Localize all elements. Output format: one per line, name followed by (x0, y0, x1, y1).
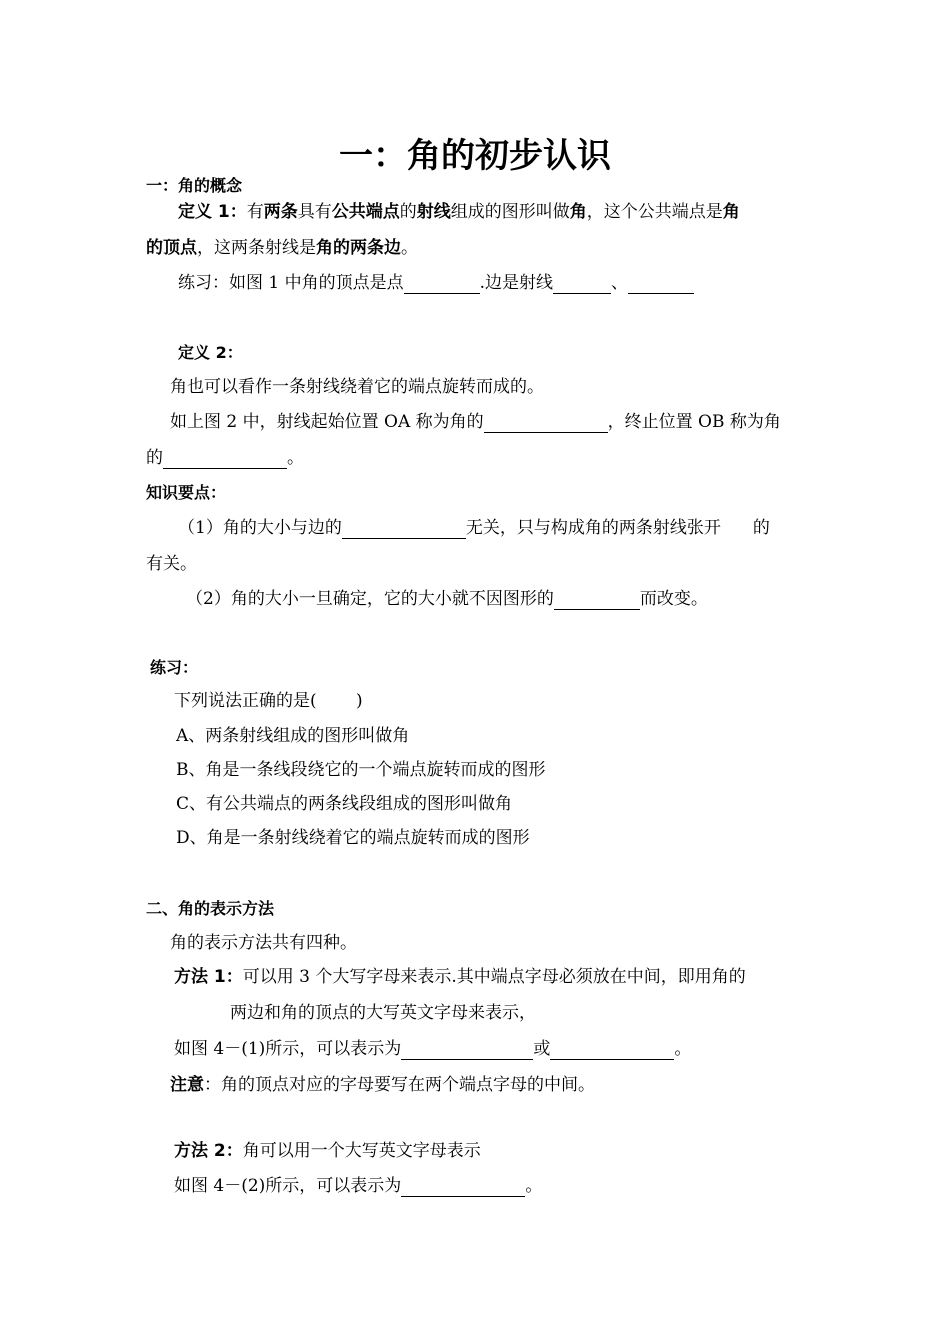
option-b: B、角是一条线段绕它的一个端点旋转而成的图形 (176, 760, 546, 780)
method-1-line-2: 两边和角的顶点的大写英文字母来表示， (230, 1003, 536, 1023)
text: （1）角的大小与边的 (178, 518, 342, 538)
definition-2-line-3 (146, 448, 304, 469)
text: （2）角的大小一旦确定，它的大小就不因图形的 (186, 589, 554, 609)
text: 或 (533, 1039, 551, 1059)
answer-blank[interactable] (467, 1039, 533, 1060)
page-title: 一：角的初步认识 (339, 136, 611, 176)
key-point-1-cont: 有关。 (146, 554, 197, 574)
definition-label: 定义 1： (178, 202, 247, 222)
key-point-2 (186, 589, 708, 610)
answer-blank[interactable] (163, 448, 287, 469)
text: 的 (752, 518, 770, 538)
bold-term: 角的两条边 (316, 238, 401, 258)
definition-2-text: 角也可以看作一条射线绕着它的端点旋转而成的。 (170, 377, 544, 397)
method-1-line-1 (174, 967, 746, 987)
answer-blank[interactable] (401, 1039, 467, 1060)
definition-1-line-2 (146, 238, 418, 258)
text: 。 (525, 1176, 543, 1196)
method-1-line-3 (174, 1039, 691, 1060)
option-c: C、有公共端点的两条线段组成的图形叫做角 (176, 794, 513, 814)
text: 练习：如图 1 中角的顶点是点 (178, 273, 404, 293)
text: 有 (246, 202, 264, 222)
text: 角可以用一个大写英文字母表示 (242, 1141, 481, 1161)
exercise-question: 下列说法正确的是( ) (174, 691, 363, 711)
answer-blank[interactable] (404, 273, 480, 294)
option-d: D、角是一条射线绕着它的端点旋转而成的图形 (176, 828, 530, 848)
text: 组成的图形叫做 (450, 202, 570, 222)
answer-blank[interactable] (342, 518, 466, 539)
text: 而改变。 (639, 589, 708, 609)
text: 无关，只与构成角的两条射线张开 (465, 518, 721, 538)
bold-term: 公共端点 (331, 202, 400, 222)
practice-1 (178, 273, 694, 294)
text: 。 (287, 448, 304, 468)
text: ，终止位置 OB 称为角 (607, 412, 781, 432)
definition-2-label: 定义 2： (178, 343, 243, 362)
section-intro: 角的表示方法共有四种。 (170, 933, 357, 953)
bold-term: 两条 (263, 202, 298, 222)
text: 如图 4－(1)所示，可以表示为 (174, 1039, 402, 1059)
section-heading: 一：角的概念 (146, 176, 243, 195)
answer-blank[interactable] (554, 589, 640, 610)
text: 的 (399, 202, 417, 222)
text: 。 (401, 238, 418, 258)
method-label: 方法 1： (174, 967, 243, 987)
bold-term: 角 (722, 202, 740, 222)
answer-blank[interactable] (401, 1176, 525, 1197)
method-2-line-1 (174, 1141, 481, 1161)
bold-term: 角 (569, 202, 587, 222)
text: ：角的顶点对应的字母要写在两个端点字母的中间。 (204, 1075, 595, 1095)
exercise-heading: 练习： (150, 658, 199, 677)
definition-2-line-2 (170, 412, 781, 433)
answer-blank[interactable] (550, 1039, 674, 1060)
section-heading: 二、角的表示方法 (146, 899, 275, 918)
note (170, 1075, 595, 1095)
text: 具有 (297, 202, 332, 222)
text: ，这个公共端点是 (586, 202, 723, 222)
text: 、 (611, 273, 629, 293)
definition-1-line-1 (178, 202, 740, 222)
note-label: 注意 (170, 1075, 204, 1095)
text: 如上图 2 中，射线起始位置 OA 称为角的 (170, 412, 484, 432)
method-2-line-2 (174, 1176, 542, 1197)
key-points-heading: 知识要点： (146, 483, 227, 502)
text: 如图 4－(2)所示，可以表示为 (174, 1176, 402, 1196)
answer-blank[interactable] (484, 412, 608, 433)
text: ，这两条射线是 (197, 238, 316, 258)
method-label: 方法 2： (174, 1141, 243, 1161)
option-a: A、两条射线组成的图形叫做角 (176, 726, 410, 746)
key-point-1 (178, 518, 770, 539)
text: 。 (674, 1039, 692, 1059)
bold-term: 射线 (416, 202, 451, 222)
answer-blank[interactable] (721, 518, 753, 538)
answer-blank[interactable] (628, 273, 694, 294)
text: 的 (146, 448, 163, 468)
text: .边是射线 (479, 273, 554, 293)
answer-blank[interactable] (553, 273, 611, 294)
text: 可以用 3 个大写字母来表示.其中端点字母必须放在中间，即用角的 (242, 967, 746, 987)
bold-term: 的顶点 (146, 238, 197, 258)
